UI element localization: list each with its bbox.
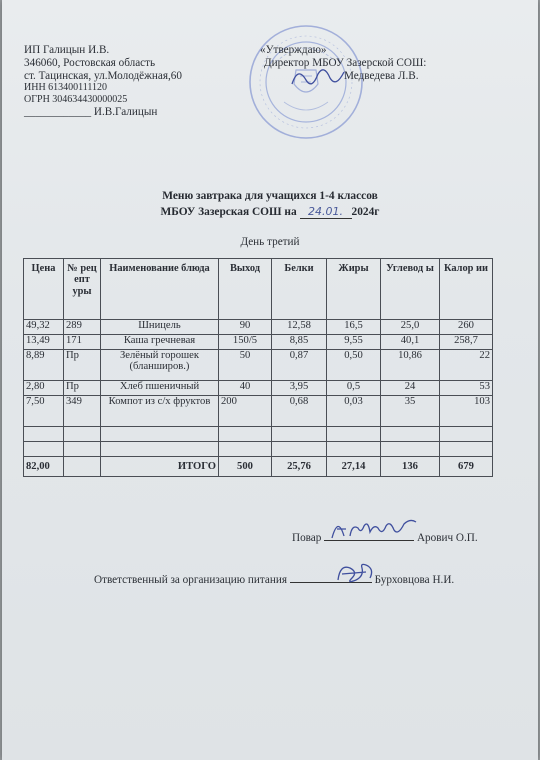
menu-table [23,258,493,477]
cell-carbs: 24 [381,381,440,396]
header-yield: Выход [219,259,272,320]
company-address-street: ст. Тацинская, ул.Молодёжная,60 [24,69,182,82]
cell-dish-name: Шницель [101,320,219,335]
menu-title-line2 [2,205,538,219]
total-label: ИТОГО [101,457,219,477]
cell-calories: 53 [440,381,493,396]
header-fat: Жиры [327,259,381,320]
cell-price: 13,49 [24,335,64,350]
cell-recipe: 289 [64,320,101,335]
menu-title-year: 2024г [351,206,380,218]
table-row [24,381,493,396]
company-signature-line: ____________ И.В.Галицын [24,105,158,118]
responsible-signature [332,560,376,586]
cook-name: Арович О.П. [416,532,478,544]
responsible-signature-line [94,572,454,586]
cell-dish-name: Каша гречневая [101,335,219,350]
approval-label: «Утверждаю» [260,44,327,56]
company-inn: ИНН 613400111120 [24,82,108,94]
total-fat: 27,14 [327,457,381,477]
menu-title-prefix: МБОУ Зазерская СОШ на [160,206,300,218]
table-row [24,350,493,381]
total-price: 82,00 [24,457,64,477]
cell-calories: 103 [440,396,493,427]
document-sheet [2,0,538,760]
cell-carbs: 35 [381,396,440,427]
approval-director-name: Медведева Л.В. [344,70,419,82]
company-name: ИП Галицын И.В. [24,44,110,56]
cell-recipe: Пр [64,350,101,381]
cell-calories: 258,7 [440,335,493,350]
responsible-label: Ответственный за организацию питания [94,574,287,586]
cell-recipe: 349 [64,396,101,427]
cell-carbs: 40,1 [381,335,440,350]
cell-carbs: 10,86 [381,350,440,381]
header-dish-name: Наименование блюда [101,259,219,320]
cell-yield: 50 [219,350,272,381]
table-row [24,335,493,350]
company-address-region: 346060, Ростовская область [24,56,156,69]
cell-calories: 260 [440,320,493,335]
cell-recipe: Пр [64,381,101,396]
cell-yield: 200 [219,396,272,427]
cell-carbs: 25,0 [381,320,440,335]
table-row [24,320,493,335]
cell-dish-name: Хлеб пшеничный [101,381,219,396]
cell-fat: 0,03 [327,396,381,427]
cell-protein: 0,68 [272,396,327,427]
table-total-row [24,457,493,477]
header-recipe-number: № рец епт уры [64,259,101,320]
cell-protein: 12,58 [272,320,327,335]
total-calories: 679 [440,457,493,477]
cell-yield: 150/5 [219,335,272,350]
menu-date-handwritten: 24.01. [300,205,352,219]
cell-fat: 0,5 [327,381,381,396]
header-carbs: Углевод ы [381,259,440,320]
cell-price: 8,89 [24,350,64,381]
cell-calories: 22 [440,350,493,381]
table-row-empty [24,442,493,457]
total-protein: 25,76 [272,457,327,477]
director-signature [288,62,348,92]
company-ogrn: ОГРН 304634430000025 [24,93,128,105]
responsible-name: Бурховцова Н.И. [374,574,455,586]
cook-label: Повар [292,532,322,544]
table-row-empty [24,427,493,442]
cell-fat: 0,50 [327,350,381,381]
cell-price: 7,50 [24,396,64,427]
cell-recipe: 171 [64,335,101,350]
menu-day: День третий [240,236,300,248]
cell-protein: 8,85 [272,335,327,350]
header-calories: Калор ии [440,259,493,320]
header-protein: Белки [272,259,327,320]
cell-dish-name: Зелёный горошек (бланширов.) [101,350,219,381]
cell-dish-name: Компот из с/х фруктов [101,396,219,427]
cell-fat: 9,55 [327,335,381,350]
table-row [24,396,493,427]
cell-protein: 3,95 [272,381,327,396]
total-yield: 500 [219,457,272,477]
table-header-row [24,259,493,320]
approval-director: Директор МБОУ Зазерской СОШ: [264,57,427,69]
company-requisites [24,44,182,118]
cell-yield: 90 [219,320,272,335]
total-carbs: 136 [381,457,440,477]
menu-title-line1: Меню завтрака для учащихся 1-4 классов [162,190,378,202]
cook-signature [328,514,420,542]
cell-yield: 40 [219,381,272,396]
cell-price: 2,80 [24,381,64,396]
cell-price: 49,32 [24,320,64,335]
header-price: Цена [24,259,64,320]
cell-fat: 16,5 [327,320,381,335]
cell-protein: 0,87 [272,350,327,381]
